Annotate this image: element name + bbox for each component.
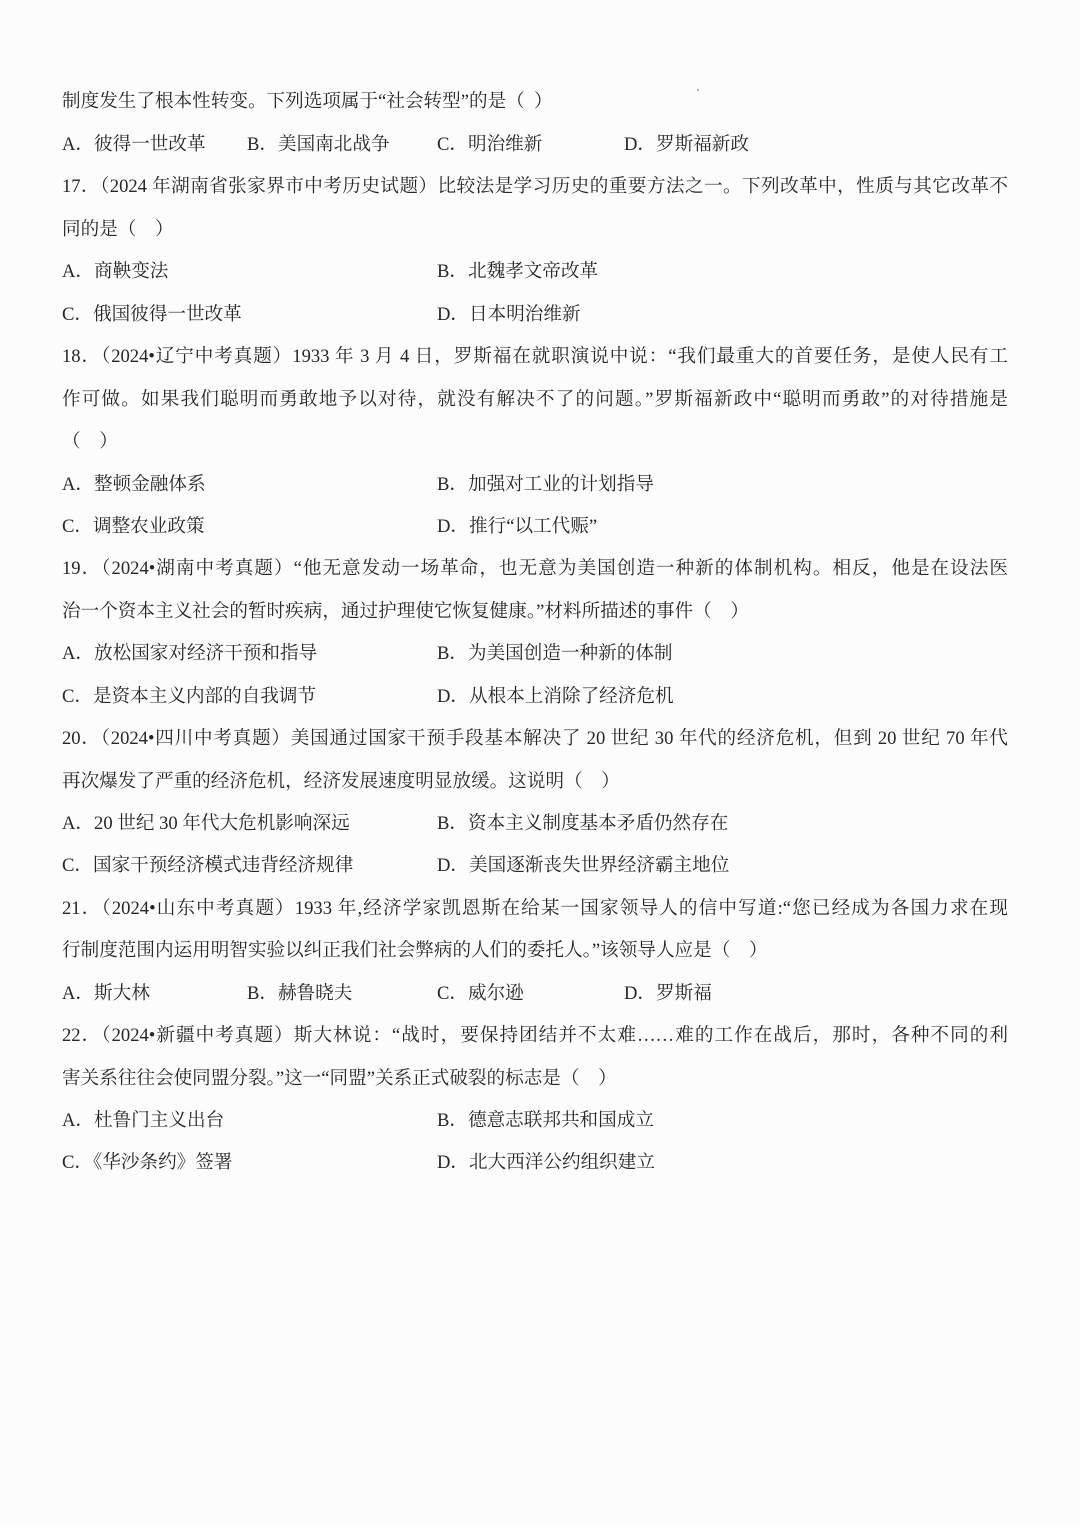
- question-20-option-a: A．20 世纪 30 年代大危机影响深远: [62, 813, 350, 834]
- question-21-stem-line-1: 21．（2024•山东中考真题）1933 年,经济学家凯恩斯在给某一国家领导人的信中写道:“您已经成为各国力求在现: [62, 898, 1008, 919]
- question-16-option-a: A．彼得一世改革: [62, 134, 206, 155]
- question-16-option-b: B．美国南北战争: [247, 134, 390, 155]
- question-20-options-row-2: [62, 854, 730, 878]
- scan-speck: [697, 89, 699, 91]
- question-19-option-d: D．从根本上消除了经济危机: [437, 686, 674, 707]
- question-22-options-row-1: [62, 1109, 654, 1133]
- question-20-options-row-1: [62, 812, 729, 836]
- question-22-option-c: C．《华沙条约》签署: [62, 1152, 233, 1173]
- question-18-options-row-1: [62, 473, 654, 497]
- question-19-options-row-1: [62, 642, 673, 666]
- question-16-stem-line-1: 制度发生了根本性转变。下列选项属于“社会转型”的是（ ）: [62, 91, 553, 112]
- question-18-stem-line-3: （ ）: [62, 431, 118, 452]
- question-17-option-b: B．北魏孝文帝改革: [437, 261, 599, 282]
- question-17-option-a: A．商鞅变法: [62, 261, 169, 282]
- question-21-options: [62, 982, 712, 1006]
- question-19-option-a: A．放松国家对经济干预和指导: [62, 643, 318, 664]
- question-17-options-row-2: [62, 303, 581, 327]
- question-17-stem-line-1: 17．（2024 年湖南省张家界市中考历史试题）比较法是学习历史的重要方法之一。下列改革中，性质与其它改革不: [62, 176, 1008, 197]
- question-19-stem-line-1: 19．（2024•湖南中考真题）“他无意发动一场革命，也无意为美国创造一种新的体制机构。相反，他是在设法医: [62, 558, 1008, 579]
- question-22-option-d: D．北大西洋公约组织建立: [437, 1152, 655, 1173]
- question-22-stem-line-2: 害关系往往会使同盟分裂。”这一“同盟”关系正式破裂的标志是（ ）: [62, 1068, 617, 1089]
- question-17-option-d: D．日本明治维新: [437, 304, 581, 325]
- question-21-stem-line-2: 行制度范围内运用明智实验以纠正我们社会弊病的人们的委托人。”该领导人应是（ ）: [62, 940, 768, 961]
- question-18-option-d: D．推行“以工代赈”: [437, 516, 598, 537]
- question-18-option-a: A．整顿金融体系: [62, 474, 206, 495]
- question-18-stem-line-2: 作可做。如果我们聪明而勇敢地予以对待，就没有解决不了的问题。”罗斯福新政中“聪明而勇敢”的对待措施是: [62, 389, 1008, 410]
- question-20-stem-line-2: 再次爆发了严重的经济危机，经济发展速度明显放缓。这说明（ ）: [62, 771, 620, 792]
- question-18-option-c: C．调整农业政策: [62, 516, 205, 537]
- question-17-options-row-1: [62, 260, 599, 284]
- question-22-stem-line-1: 22．（2024•新疆中考真题）斯大林说：“战时，要保持团结并不太难……难的工作在战后，那时，各种不同的利: [62, 1025, 1008, 1046]
- question-21-option-b: B．赫鲁晓夫: [247, 983, 353, 1004]
- question-16-options: [62, 133, 749, 157]
- question-19-option-b: B．为美国创造一种新的体制: [437, 643, 673, 664]
- question-20-option-c: C．国家干预经济模式违背经济规律: [62, 855, 354, 876]
- question-16-option-c: C．明治维新: [437, 134, 543, 155]
- question-20-stem-line-1: 20．（2024•四川中考真题）美国通过国家干预手段基本解决了 20 世纪 30 年代的经济危机，但到 20 世纪 70 年代: [62, 728, 1008, 749]
- question-19-options-row-2: [62, 685, 674, 709]
- question-17-option-c: C．俄国彼得一世改革: [62, 304, 242, 325]
- question-16-option-d: D．罗斯福新政: [624, 134, 749, 155]
- question-21-option-c: C．威尔逊: [437, 983, 524, 1004]
- question-18-stem-line-1: 18．（2024•辽宁中考真题）1933 年 3 月 4 日，罗斯福在就职演说中说：“我们最重大的首要任务，是使人民有工: [62, 346, 1008, 367]
- question-22-options-row-2: [62, 1151, 655, 1175]
- question-18-options-row-2: [62, 515, 598, 539]
- question-22-option-b: B．德意志联邦共和国成立: [437, 1110, 654, 1131]
- question-19-option-c: C．是资本主义内部的自我调节: [62, 686, 317, 707]
- question-21-option-d: D．罗斯福: [624, 983, 712, 1004]
- question-18-option-b: B．加强对工业的计划指导: [437, 474, 654, 495]
- question-19-stem-line-2: 治一个资本主义社会的暂时疾病，通过护理使它恢复健康。”材料所描述的事件（ ）: [62, 601, 749, 622]
- question-21-option-a: A．斯大林: [62, 983, 150, 1004]
- question-17-stem-line-2: 同的是（ ）: [62, 219, 174, 240]
- question-20-option-d: D．美国逐渐丧失世界经济霸主地位: [437, 855, 730, 876]
- question-20-option-b: B．资本主义制度基本矛盾仍然存在: [437, 813, 729, 834]
- question-22-option-a: A．杜鲁门主义出台: [62, 1110, 225, 1131]
